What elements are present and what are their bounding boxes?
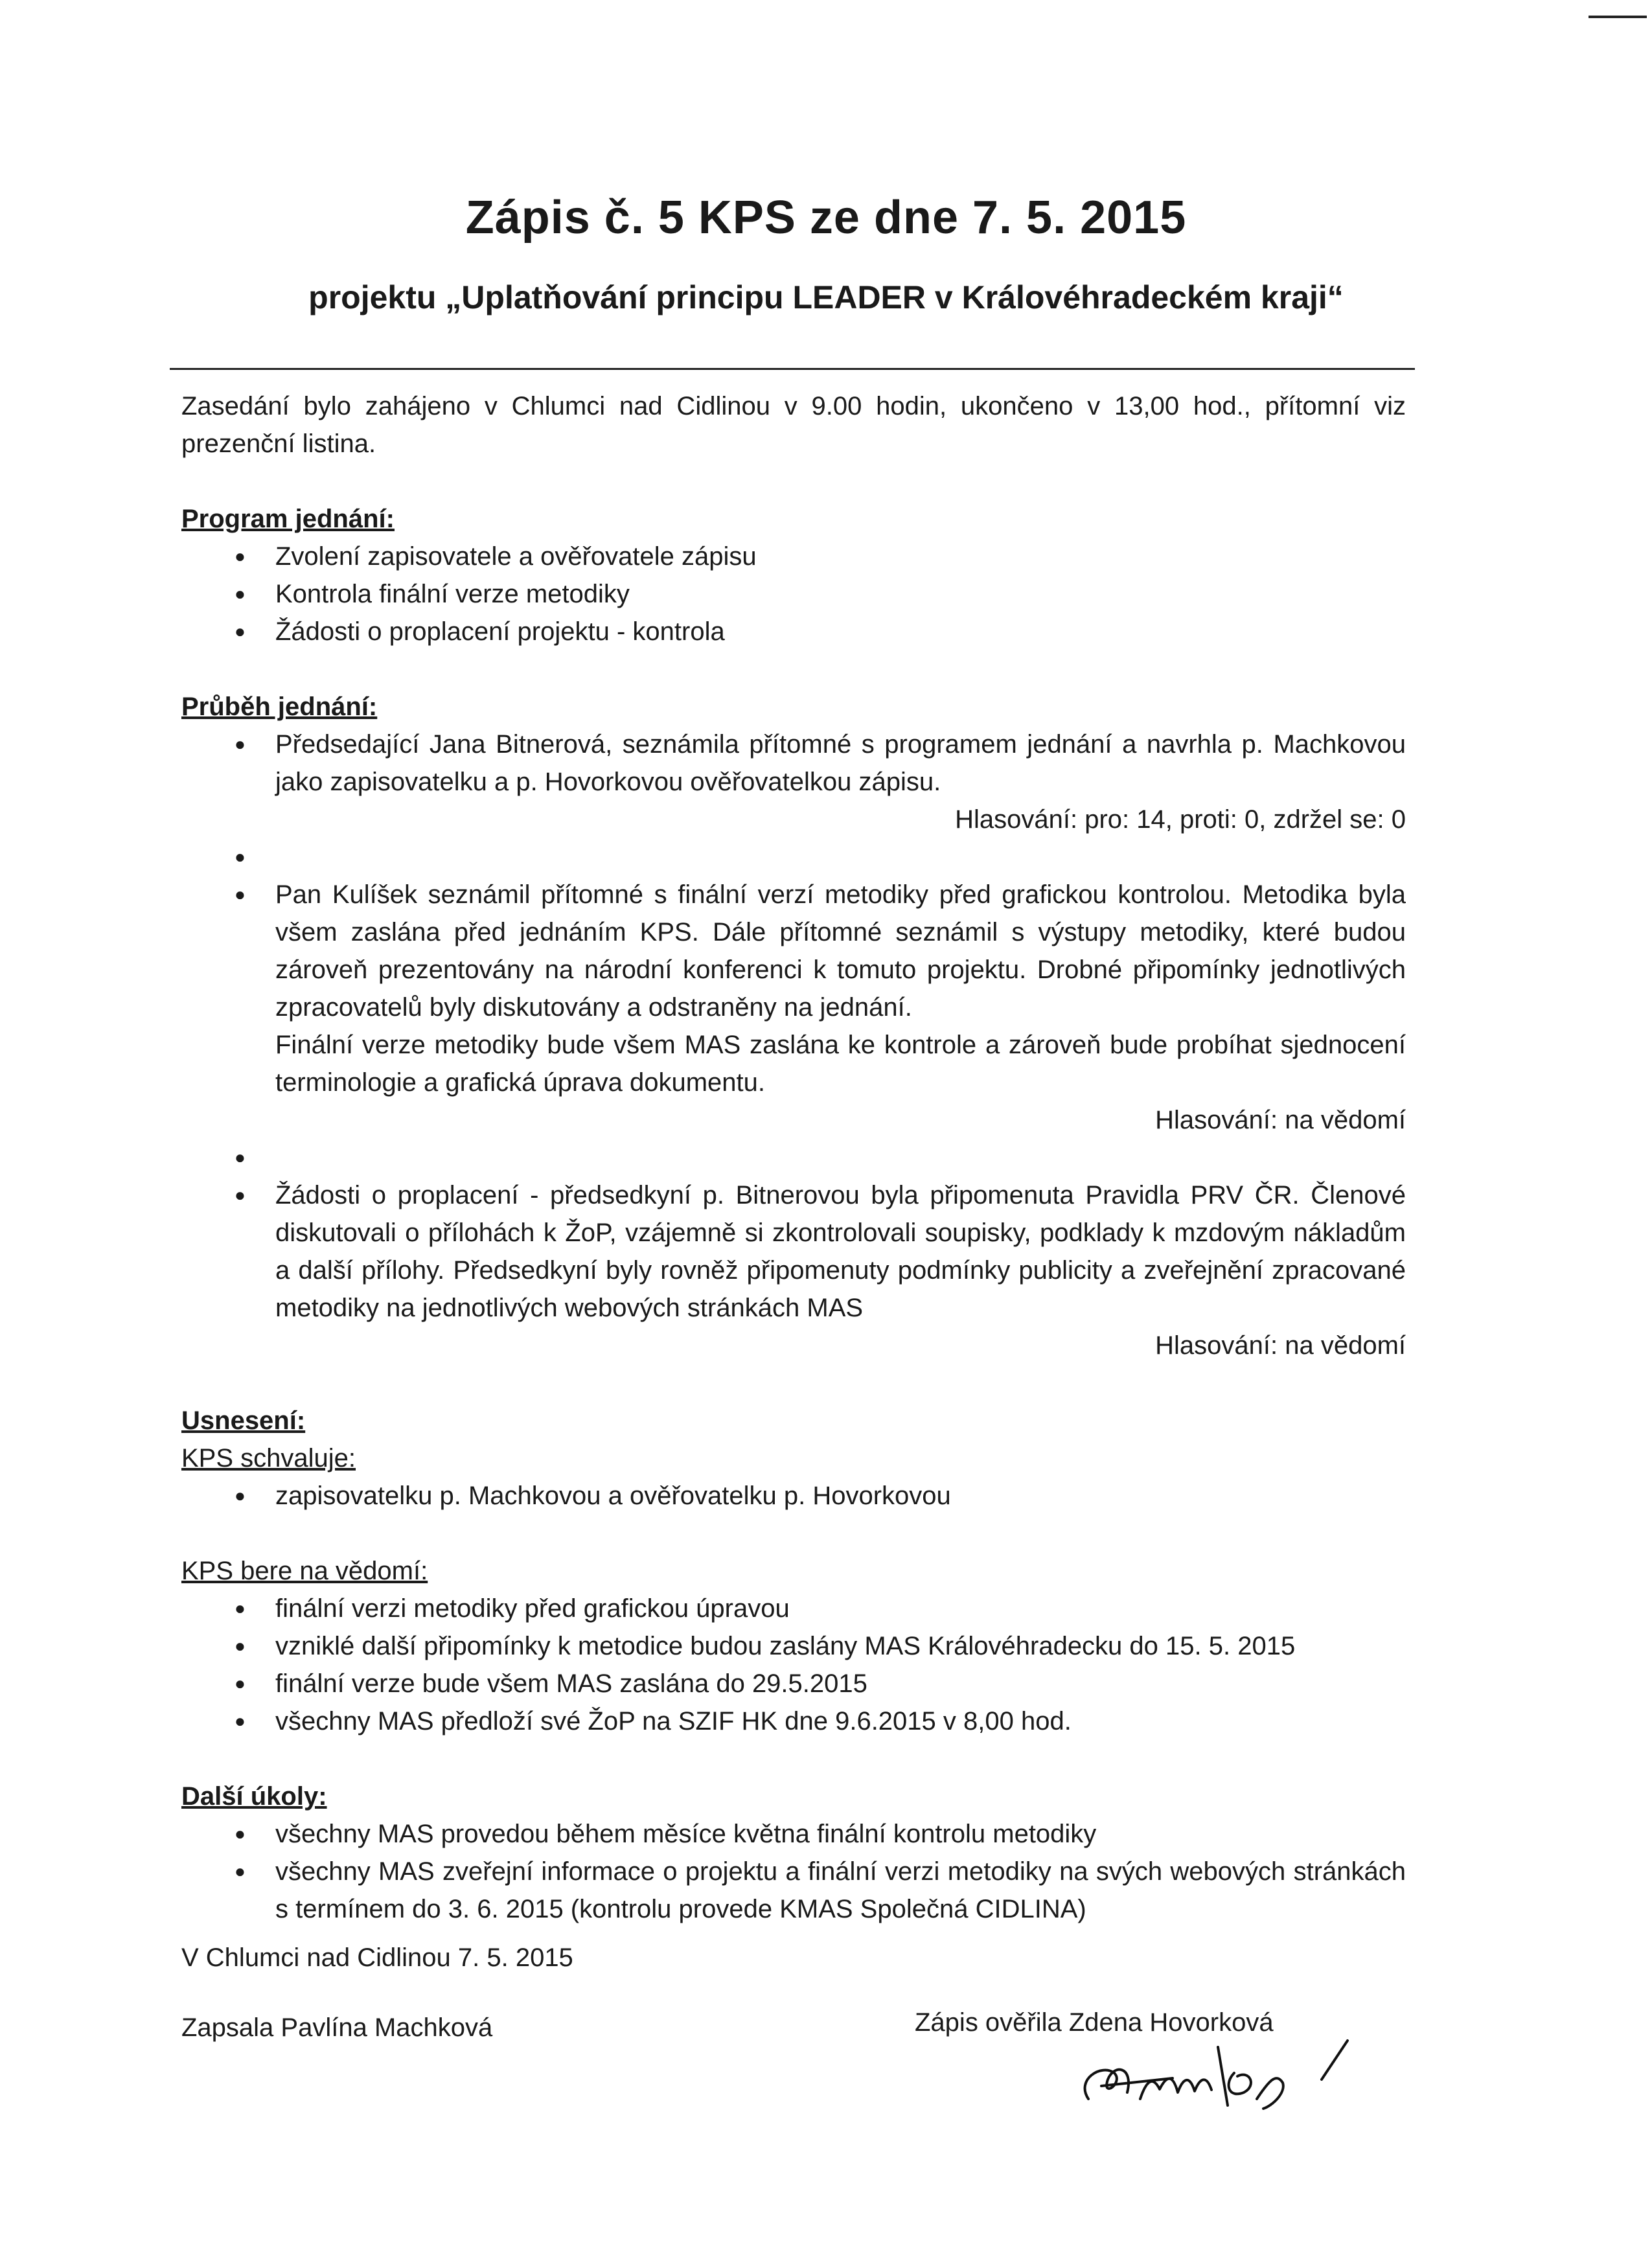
list-item: ● všechny MAS zveřejní informace o projektu a finální verzi metodiky na svých webových stránkách s termínem do 3. 6. 2015 (kontrolu provede KMAS Společná CIDLINA) bbox=[181, 1853, 1406, 1928]
list-item: ● zapisovatelku p. Machkovou a ověřovatelku p. Hovorkovou bbox=[181, 1477, 1406, 1515]
place-and-date: V Chlumci nad Cidlinou 7. 5. 2015 bbox=[181, 1943, 573, 1972]
dalsi-ukoly-list bbox=[181, 1815, 1406, 1928]
schvaluje-heading: KPS schvaluje: bbox=[181, 1444, 356, 1472]
program-list bbox=[181, 538, 1406, 650]
list-item bbox=[181, 876, 1406, 1139]
recorded-by: Zapsala Pavlína Machková bbox=[181, 2013, 493, 2042]
list-item: ● vzniklé další připomínky k metodice budou zaslány MAS Královéhradecku do 15. 5. 2015 bbox=[181, 1627, 1406, 1665]
document-body bbox=[181, 387, 1406, 1928]
bere-na-vedomi-heading: KPS bere na vědomí: bbox=[181, 1557, 428, 1585]
prubeh-item-text: Pan Kulíšek seznámil přítomné s finální verzí metodiky před grafickou kontrolou. Metodika byla všem zaslána před jednáním KPS. Dále přítomné seznámil s výstupy metodiky, které budou zároveň prezentovány na národní konferenci k tomuto projektu. Drobné připomínky jednotlivých zpracovatelů byly diskutovány a odstraněny na jednání. bbox=[275, 880, 1406, 1022]
prubeh-item-text: Žádosti o proplacení - předsedkyní p. Bitnerovou byla připomenuta Pravidla PRV ČR. Členové diskutovali o přílohách k ŽoP, vzájemně si zkontrolovali soupisky, podklady k mzdovým nákladům a další přílohy. Předsedkyní byly rovněž připomenuty podmínky publicity a zveřejnění zpracované metodiky na jednotlivých webových stránkách MAS bbox=[275, 1181, 1406, 1322]
prubeh-item-text: Předsedající Jana Bitnerová, seznámila přítomné s programem jednání a navrhla p. Machkovou jako zapisovatelku a p. Hovorkovou ověřovatelkou zápisu. bbox=[275, 730, 1406, 796]
usneseni-heading: Usnesení: bbox=[181, 1406, 306, 1435]
program-heading: Program jednání: bbox=[181, 505, 395, 533]
list-item: ● všechny MAS provedou během měsíce května finální kontrolu metodiky bbox=[181, 1815, 1406, 1853]
intro-paragraph: Zasedání bylo zahájeno v Chlumci nad Cidlinou v 9.00 hodin, ukončeno v 13,00 hod., přítomní viz prezenční listina. bbox=[181, 392, 1406, 458]
vote-result: Hlasování: na vědomí bbox=[1155, 1106, 1406, 1134]
verified-by: Zápis ověřila Zdena Hovorková bbox=[915, 2008, 1274, 2037]
spacer bbox=[181, 838, 1406, 876]
prubeh-item-text-continued: Finální verze metodiky bude všem MAS zaslána ke kontrole a zároveň bude probíhat sjednocení terminologie a grafická úprava dokumentu. bbox=[275, 1031, 1406, 1097]
document-title: Zápis č. 5 KPS ze dne 7. 5. 2015 bbox=[465, 192, 1187, 244]
list-item: ● Žádosti o proplacení projektu - kontrola bbox=[181, 613, 1406, 650]
list-item: ● finální verze bude všem MAS zaslána do 29.5.2015 bbox=[181, 1665, 1406, 1702]
list-item bbox=[181, 1176, 1406, 1364]
scan-corner-mark bbox=[1589, 16, 1647, 18]
document-subtitle: projektu „Uplatňování principu LEADER v Královéhradeckém kraji“ bbox=[308, 279, 1344, 315]
spacer bbox=[181, 1139, 1406, 1176]
vote-result: Hlasování: na vědomí bbox=[1155, 1331, 1406, 1360]
bere-na-vedomi-list bbox=[181, 1590, 1406, 1740]
list-item: ● finální verzi metodiky před grafickou úpravou bbox=[181, 1590, 1406, 1627]
title-divider bbox=[170, 368, 1415, 370]
vote-result: Hlasování: pro: 14, proti: 0, zdržel se: 0 bbox=[955, 805, 1406, 834]
prubeh-heading: Průběh jednání: bbox=[181, 693, 378, 721]
list-item: ● Zvolení zapisovatele a ověřovatele zápisu bbox=[181, 538, 1406, 575]
list-item bbox=[181, 726, 1406, 838]
schvaluje-list bbox=[181, 1477, 1406, 1515]
list-item: ● všechny MAS předloží své ŽoP na SZIF HK dne 9.6.2015 v 8,00 hod. bbox=[181, 1702, 1406, 1740]
list-item: ● Kontrola finální verze metodiky bbox=[181, 575, 1406, 613]
handwritten-signature bbox=[1062, 2002, 1367, 2125]
dalsi-ukoly-heading: Další úkoly: bbox=[181, 1782, 327, 1811]
prubeh-list bbox=[181, 726, 1406, 1364]
